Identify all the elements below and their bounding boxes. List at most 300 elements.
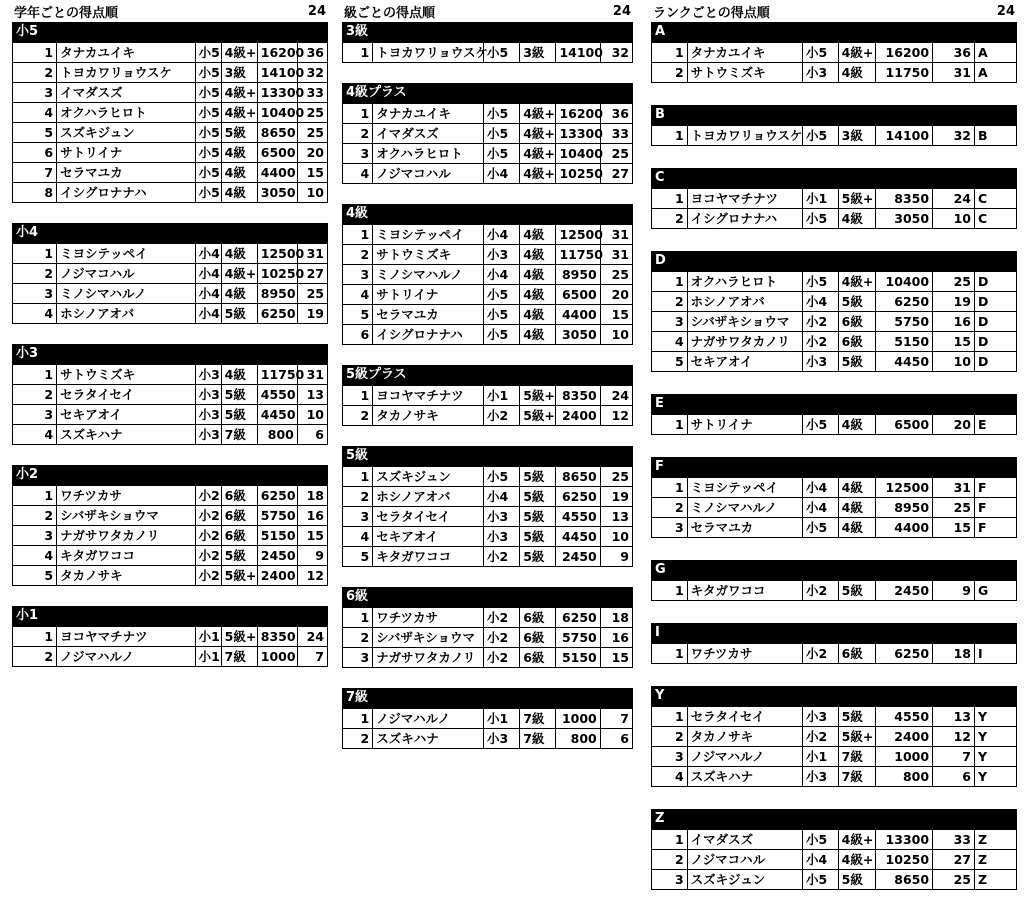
cell-level: 4級+: [838, 830, 876, 850]
ranking-table: [12, 485, 328, 586]
ranking-table: [342, 708, 633, 749]
cell-score: 1000: [876, 747, 933, 767]
cell-rank: 3: [343, 265, 373, 285]
ranking-group: [342, 365, 633, 426]
cell-level: 4級+: [520, 164, 556, 184]
cell-rankcode: Y: [975, 747, 1017, 767]
cell-score: 8350: [257, 627, 297, 647]
ranking-group: [342, 204, 633, 345]
column-count: 24: [307, 3, 326, 19]
cell-level: 5級: [838, 707, 876, 727]
cell-name: イマダスズ: [687, 830, 802, 850]
cell-points: 31: [933, 63, 975, 83]
cell-rank: 1: [343, 225, 373, 245]
table-row: [13, 405, 328, 425]
cell-score: 12500: [876, 478, 933, 498]
group-header: E: [651, 394, 1017, 414]
cell-points: 27: [600, 164, 632, 184]
cell-points: 15: [933, 332, 975, 352]
cell-points: 25: [933, 272, 975, 292]
cell-points: 27: [297, 264, 327, 284]
cell-points: 15: [933, 518, 975, 538]
cell-points: 9: [297, 546, 327, 566]
cell-level: 5級: [221, 304, 257, 324]
cell-grade: 小2: [483, 628, 519, 648]
table-row: [343, 245, 633, 265]
cell-name: セキアオイ: [373, 527, 484, 547]
cell-name: スズキハナ: [373, 729, 484, 749]
ranking-table: [651, 188, 1017, 229]
cell-points: 12: [933, 727, 975, 747]
cell-rankcode: F: [975, 498, 1017, 518]
cell-score: 800: [556, 729, 600, 749]
cell-score: 8950: [257, 284, 297, 304]
column-title: ランクごとの得点順: [653, 5, 770, 21]
table-row: [343, 124, 633, 144]
group-header: 5級: [342, 446, 633, 466]
cell-name: ヨコヤマチナツ: [57, 627, 195, 647]
cell-grade: 小5: [195, 63, 221, 83]
column-count: 24: [612, 3, 631, 19]
cell-points: 15: [297, 526, 327, 546]
table-row: [652, 312, 1017, 332]
cell-rank: 2: [343, 487, 373, 507]
cell-score: 10400: [556, 144, 600, 164]
cell-rank: 4: [343, 164, 373, 184]
table-row: [13, 566, 328, 586]
cell-rank: 1: [652, 189, 688, 209]
cell-rank: 5: [343, 547, 373, 567]
cell-rank: 4: [13, 304, 57, 324]
ranking-table: [12, 243, 328, 324]
cell-name: サトウミズキ: [373, 245, 484, 265]
cell-points: 13: [297, 385, 327, 405]
cell-name: イシグロナナハ: [373, 325, 484, 345]
cell-rank: 1: [343, 386, 373, 406]
table-row: [13, 647, 328, 667]
cell-points: 20: [297, 143, 327, 163]
cell-score: 3050: [876, 209, 933, 229]
level-ranking-column: [342, 0, 633, 769]
ranking-group: [12, 223, 328, 324]
cell-rankcode: G: [975, 581, 1017, 601]
cell-score: 10400: [876, 272, 933, 292]
cell-grade: 小2: [803, 727, 839, 747]
cell-rank: 3: [652, 747, 688, 767]
cell-points: 7: [933, 747, 975, 767]
cell-points: 25: [600, 467, 632, 487]
group-header: 小3: [12, 344, 328, 364]
cell-points: 33: [933, 830, 975, 850]
cell-points: 31: [297, 365, 327, 385]
table-row: [13, 385, 328, 405]
table-row: [343, 648, 633, 668]
table-row: [13, 627, 328, 647]
cell-score: 6500: [556, 285, 600, 305]
ranking-group: [651, 623, 1017, 664]
cell-points: 31: [933, 478, 975, 498]
cell-rank: 2: [13, 647, 57, 667]
cell-name: ノジマコハル: [57, 264, 195, 284]
cell-score: 4450: [556, 527, 600, 547]
table-row: [343, 507, 633, 527]
table-row: [343, 406, 633, 426]
cell-name: ヨコヤマチナツ: [373, 386, 484, 406]
group-header: 小1: [12, 606, 328, 626]
group-header: 小4: [12, 223, 328, 243]
ranking-group: [651, 394, 1017, 435]
cell-rank: 8: [13, 183, 57, 203]
table-row: [652, 498, 1017, 518]
cell-points: 16: [933, 312, 975, 332]
cell-grade: 小2: [195, 526, 221, 546]
cell-score: 10400: [257, 103, 297, 123]
cell-level: 5級: [520, 507, 556, 527]
cell-grade: 小5: [195, 143, 221, 163]
cell-rankcode: D: [975, 292, 1017, 312]
cell-name: トヨカワリョウスケ: [373, 43, 484, 63]
cell-rank: 4: [652, 332, 688, 352]
cell-level: 6級: [838, 644, 876, 664]
table-row: [343, 487, 633, 507]
cell-points: 9: [933, 581, 975, 601]
cell-grade: 小5: [803, 518, 839, 538]
cell-rank: 2: [343, 729, 373, 749]
cell-points: 31: [600, 225, 632, 245]
cell-grade: 小2: [195, 566, 221, 586]
cell-rank: 4: [13, 425, 57, 445]
column-header: [651, 0, 1017, 22]
cell-grade: 小4: [803, 850, 839, 870]
table-row: [343, 305, 633, 325]
table-row: [343, 104, 633, 124]
cell-name: サトリイナ: [687, 415, 802, 435]
cell-score: 11750: [876, 63, 933, 83]
table-row: [652, 209, 1017, 229]
cell-name: オクハラヒロト: [57, 103, 195, 123]
cell-grade: 小4: [803, 292, 839, 312]
cell-score: 4550: [876, 707, 933, 727]
cell-rank: 7: [13, 163, 57, 183]
table-row: [13, 123, 328, 143]
cell-score: 14100: [556, 43, 600, 63]
cell-name: セキアオイ: [57, 405, 195, 425]
table-row: [343, 527, 633, 547]
cell-level: 4級: [838, 498, 876, 518]
table-row: [13, 304, 328, 324]
cell-level: 4級+: [838, 43, 876, 63]
cell-rank: 1: [652, 43, 688, 63]
cell-rankcode: F: [975, 518, 1017, 538]
cell-level: 4級: [838, 478, 876, 498]
cell-rank: 3: [13, 83, 57, 103]
cell-score: 5150: [876, 332, 933, 352]
cell-rank: 4: [343, 285, 373, 305]
cell-grade: 小5: [483, 144, 519, 164]
cell-grade: 小5: [803, 272, 839, 292]
table-row: [652, 707, 1017, 727]
cell-name: ミヨシテッペイ: [687, 478, 802, 498]
cell-points: 19: [933, 292, 975, 312]
table-row: [13, 264, 328, 284]
cell-grade: 小4: [483, 164, 519, 184]
cell-name: セラタイセイ: [687, 707, 802, 727]
table-row: [652, 850, 1017, 870]
ranking-table: [342, 385, 633, 426]
cell-grade: 小3: [803, 767, 839, 787]
cell-grade: 小2: [195, 506, 221, 526]
cell-rankcode: A: [975, 63, 1017, 83]
cell-rankcode: Z: [975, 830, 1017, 850]
cell-level: 4級+: [221, 83, 257, 103]
cell-rank: 1: [343, 608, 373, 628]
group-header: B: [651, 105, 1017, 125]
cell-rank: 2: [13, 506, 57, 526]
cell-name: タナカユイキ: [373, 104, 484, 124]
cell-name: キタガワココ: [57, 546, 195, 566]
cell-grade: 小3: [483, 245, 519, 265]
cell-rankcode: E: [975, 415, 1017, 435]
cell-name: ワチツカサ: [373, 608, 484, 628]
table-row: [343, 729, 633, 749]
cell-level: 6級: [520, 648, 556, 668]
cell-level: 5級: [221, 546, 257, 566]
cell-score: 2450: [556, 547, 600, 567]
cell-score: 16200: [556, 104, 600, 124]
cell-score: 5750: [556, 628, 600, 648]
cell-name: ミノシマハルノ: [373, 265, 484, 285]
ranking-table: [651, 271, 1017, 372]
cell-level: 5級: [838, 352, 876, 372]
ranking-group: [651, 809, 1017, 890]
cell-points: 33: [600, 124, 632, 144]
cell-level: 4級: [838, 518, 876, 538]
cell-points: 16: [297, 506, 327, 526]
cell-level: 7級: [520, 709, 556, 729]
cell-grade: 小3: [803, 63, 839, 83]
cell-points: 31: [297, 244, 327, 264]
table-row: [13, 365, 328, 385]
table-row: [343, 225, 633, 245]
ranking-table: [651, 580, 1017, 601]
rank-ranking-column: [651, 0, 1017, 912]
cell-points: 18: [933, 644, 975, 664]
cell-level: 4級: [520, 305, 556, 325]
cell-grade: 小1: [195, 647, 221, 667]
cell-score: 2450: [257, 546, 297, 566]
cell-score: 2450: [876, 581, 933, 601]
cell-score: 6500: [876, 415, 933, 435]
cell-rankcode: Z: [975, 850, 1017, 870]
table-row: [343, 265, 633, 285]
cell-name: キタガワココ: [687, 581, 802, 601]
cell-score: 8350: [556, 386, 600, 406]
cell-grade: 小5: [483, 43, 519, 63]
cell-score: 6250: [556, 608, 600, 628]
cell-rankcode: Y: [975, 727, 1017, 747]
cell-score: 12500: [556, 225, 600, 245]
table-row: [652, 870, 1017, 890]
table-row: [13, 244, 328, 264]
cell-rank: 1: [343, 467, 373, 487]
cell-grade: 小2: [803, 332, 839, 352]
table-row: [13, 43, 328, 63]
cell-name: シバザキショウマ: [373, 628, 484, 648]
cell-level: 6級: [221, 486, 257, 506]
cell-points: 25: [600, 265, 632, 285]
cell-level: 4級+: [520, 104, 556, 124]
group-header: G: [651, 560, 1017, 580]
cell-rankcode: Y: [975, 767, 1017, 787]
table-row: [343, 43, 633, 63]
ranking-table: [651, 829, 1017, 890]
cell-rankcode: F: [975, 478, 1017, 498]
cell-name: ノジマハルノ: [57, 647, 195, 667]
table-row: [652, 581, 1017, 601]
table-row: [343, 608, 633, 628]
cell-score: 5750: [876, 312, 933, 332]
cell-level: 3級: [520, 43, 556, 63]
ranking-table: [342, 607, 633, 668]
cell-grade: 小5: [195, 43, 221, 63]
cell-level: 4級: [838, 415, 876, 435]
cell-points: 10: [933, 352, 975, 372]
table-row: [13, 486, 328, 506]
cell-level: 4級+: [221, 43, 257, 63]
cell-grade: 小4: [483, 225, 519, 245]
cell-name: セラマユカ: [57, 163, 195, 183]
cell-name: タカノサキ: [57, 566, 195, 586]
cell-score: 3050: [556, 325, 600, 345]
table-row: [13, 163, 328, 183]
group-header: 小5: [12, 22, 328, 42]
cell-grade: 小2: [803, 644, 839, 664]
cell-rank: 2: [652, 850, 688, 870]
cell-level: 4級: [221, 244, 257, 264]
cell-points: 36: [297, 43, 327, 63]
cell-grade: 小3: [195, 385, 221, 405]
cell-points: 15: [600, 305, 632, 325]
cell-name: シバザキショウマ: [57, 506, 195, 526]
cell-level: 6級: [838, 312, 876, 332]
cell-rank: 2: [13, 63, 57, 83]
cell-grade: 小1: [195, 627, 221, 647]
table-row: [13, 183, 328, 203]
cell-rank: 1: [343, 43, 373, 63]
cell-rank: 1: [13, 365, 57, 385]
cell-points: 10: [933, 209, 975, 229]
cell-level: 5級: [838, 292, 876, 312]
cell-score: 8950: [556, 265, 600, 285]
cell-points: 24: [933, 189, 975, 209]
cell-rankcode: I: [975, 644, 1017, 664]
table-row: [343, 285, 633, 305]
cell-level: 6級: [838, 332, 876, 352]
cell-points: 6: [600, 729, 632, 749]
cell-score: 6250: [257, 304, 297, 324]
cell-rank: 2: [652, 209, 688, 229]
cell-points: 36: [933, 43, 975, 63]
group-header: 6級: [342, 587, 633, 607]
cell-rank: 1: [652, 707, 688, 727]
grade-ranking-column: [12, 0, 328, 707]
table-row: [652, 352, 1017, 372]
column-title: 学年ごとの得点順: [14, 5, 119, 21]
cell-grade: 小2: [483, 547, 519, 567]
cell-name: ホシノアオバ: [373, 487, 484, 507]
cell-level: 5級+: [221, 566, 257, 586]
cell-rank: 6: [13, 143, 57, 163]
cell-rank: 4: [13, 103, 57, 123]
cell-name: ノジマハルノ: [373, 709, 484, 729]
cell-level: 4級+: [520, 144, 556, 164]
cell-rank: 3: [13, 405, 57, 425]
table-row: [652, 332, 1017, 352]
cell-grade: 小4: [483, 265, 519, 285]
cell-level: 4級: [520, 225, 556, 245]
cell-level: 4級: [838, 63, 876, 83]
cell-score: 13300: [556, 124, 600, 144]
cell-points: 13: [933, 707, 975, 727]
cell-name: タカノサキ: [373, 406, 484, 426]
group-header: 4級: [342, 204, 633, 224]
ranking-group: [12, 606, 328, 667]
table-row: [13, 284, 328, 304]
cell-name: スズキジュン: [687, 870, 802, 890]
cell-points: 18: [600, 608, 632, 628]
cell-grade: 小1: [483, 386, 519, 406]
cell-score: 13300: [876, 830, 933, 850]
cell-name: ヨコヤマチナツ: [687, 189, 802, 209]
cell-level: 4級: [221, 365, 257, 385]
cell-level: 5級: [520, 547, 556, 567]
cell-name: サトリイナ: [373, 285, 484, 305]
cell-level: 4級: [221, 143, 257, 163]
cell-grade: 小5: [483, 285, 519, 305]
ranking-table: [342, 466, 633, 567]
group-header: C: [651, 168, 1017, 188]
ranking-group: [12, 22, 328, 203]
cell-level: 3級: [838, 126, 876, 146]
table-row: [343, 386, 633, 406]
cell-level: 4級+: [520, 124, 556, 144]
ranking-table: [12, 42, 328, 203]
cell-rankcode: D: [975, 332, 1017, 352]
cell-grade: 小3: [195, 425, 221, 445]
cell-rank: 1: [652, 415, 688, 435]
group-header: 5級プラス: [342, 365, 633, 385]
cell-name: タナカユイキ: [57, 43, 195, 63]
cell-score: 14100: [876, 126, 933, 146]
cell-rankcode: Y: [975, 707, 1017, 727]
cell-rank: 1: [652, 126, 688, 146]
ranking-group: [651, 457, 1017, 538]
cell-score: 11750: [556, 245, 600, 265]
group-header: 4級プラス: [342, 83, 633, 103]
table-row: [652, 292, 1017, 312]
cell-rankcode: D: [975, 312, 1017, 332]
cell-points: 9: [600, 547, 632, 567]
cell-rank: 2: [13, 385, 57, 405]
ranking-group: [651, 251, 1017, 372]
cell-points: 24: [297, 627, 327, 647]
table-row: [652, 126, 1017, 146]
group-header: D: [651, 251, 1017, 271]
cell-name: ノジマハルノ: [687, 747, 802, 767]
cell-grade: 小3: [803, 707, 839, 727]
cell-level: 7級: [221, 647, 257, 667]
ranking-group: [12, 344, 328, 445]
